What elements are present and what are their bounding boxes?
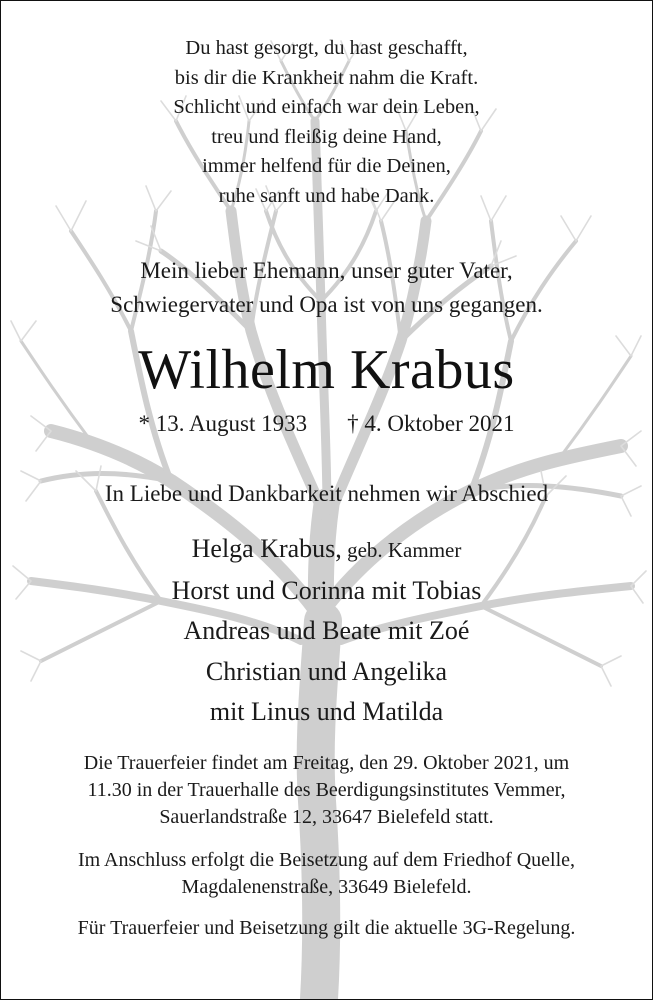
- service-details: [1, 750, 652, 942]
- mourners-list: [1, 529, 652, 733]
- mourner-line: Andreas und Beate mit Zoé: [183, 616, 470, 645]
- intro-line: Schwiegervater und Opa ist von uns gegangen.: [110, 292, 543, 317]
- death-date: † 4. Oktober 2021: [347, 411, 515, 436]
- announcement-intro: [1, 254, 652, 322]
- mourner-line: Christian und Angelika: [205, 656, 448, 686]
- poem-line: ruhe sanft und habe Dank.: [218, 184, 435, 207]
- widow-maiden-name: geb. Kammer: [341, 538, 462, 562]
- mourner-widow: [1, 529, 652, 571]
- life-dates: [1, 408, 652, 440]
- mourner-line: mit Linus und Matilda: [209, 697, 444, 726]
- intro-line: Mein lieber Ehemann, unser guter Vater,: [140, 258, 513, 283]
- poem-line: Du hast gesorgt, du hast geschafft,: [185, 37, 468, 59]
- poem-line: treu und fleißig deine Hand,: [211, 125, 442, 148]
- covid-rule: Für Trauerfeier und Beisetzung gilt die aktuelle 3G-Regelung.: [77, 917, 576, 940]
- burial-line: Magdalenenstraße, 33649 Bielefeld.: [181, 875, 472, 898]
- service-line: Die Trauerfeier findet am Freitag, den 29. Oktober 2021, um: [83, 752, 570, 774]
- birth-date: * 13. August 1933: [138, 411, 308, 436]
- poem-line: Schlicht und einfach war dein Leben,: [173, 96, 480, 119]
- memorial-poem: [1, 34, 652, 212]
- service-line: Sauerlandstraße 12, 33647 Bielefeld statt.: [159, 806, 494, 829]
- poem-line: immer helfend für die Deinen,: [202, 155, 451, 178]
- poem-line: bis dir die Krankheit nahm die Kraft.: [174, 66, 479, 89]
- service-line: 11.30 in der Trauerhalle des Beerdigungsinstitutes Vemmer,: [87, 779, 566, 802]
- deceased-name: Wilhelm Krabus: [138, 339, 515, 401]
- farewell-line: In Liebe und Dankbarkeit nehmen wir Abschied: [104, 481, 549, 506]
- burial-line: Im Anschluss erfolgt die Beisetzung auf dem Friedhof Quelle,: [77, 848, 576, 871]
- widow-name: Helga Krabus,: [191, 534, 342, 563]
- service-info: [1, 750, 652, 832]
- burial-info: [1, 847, 652, 901]
- mourner-line: Horst und Corinna mit Tobias: [171, 575, 482, 605]
